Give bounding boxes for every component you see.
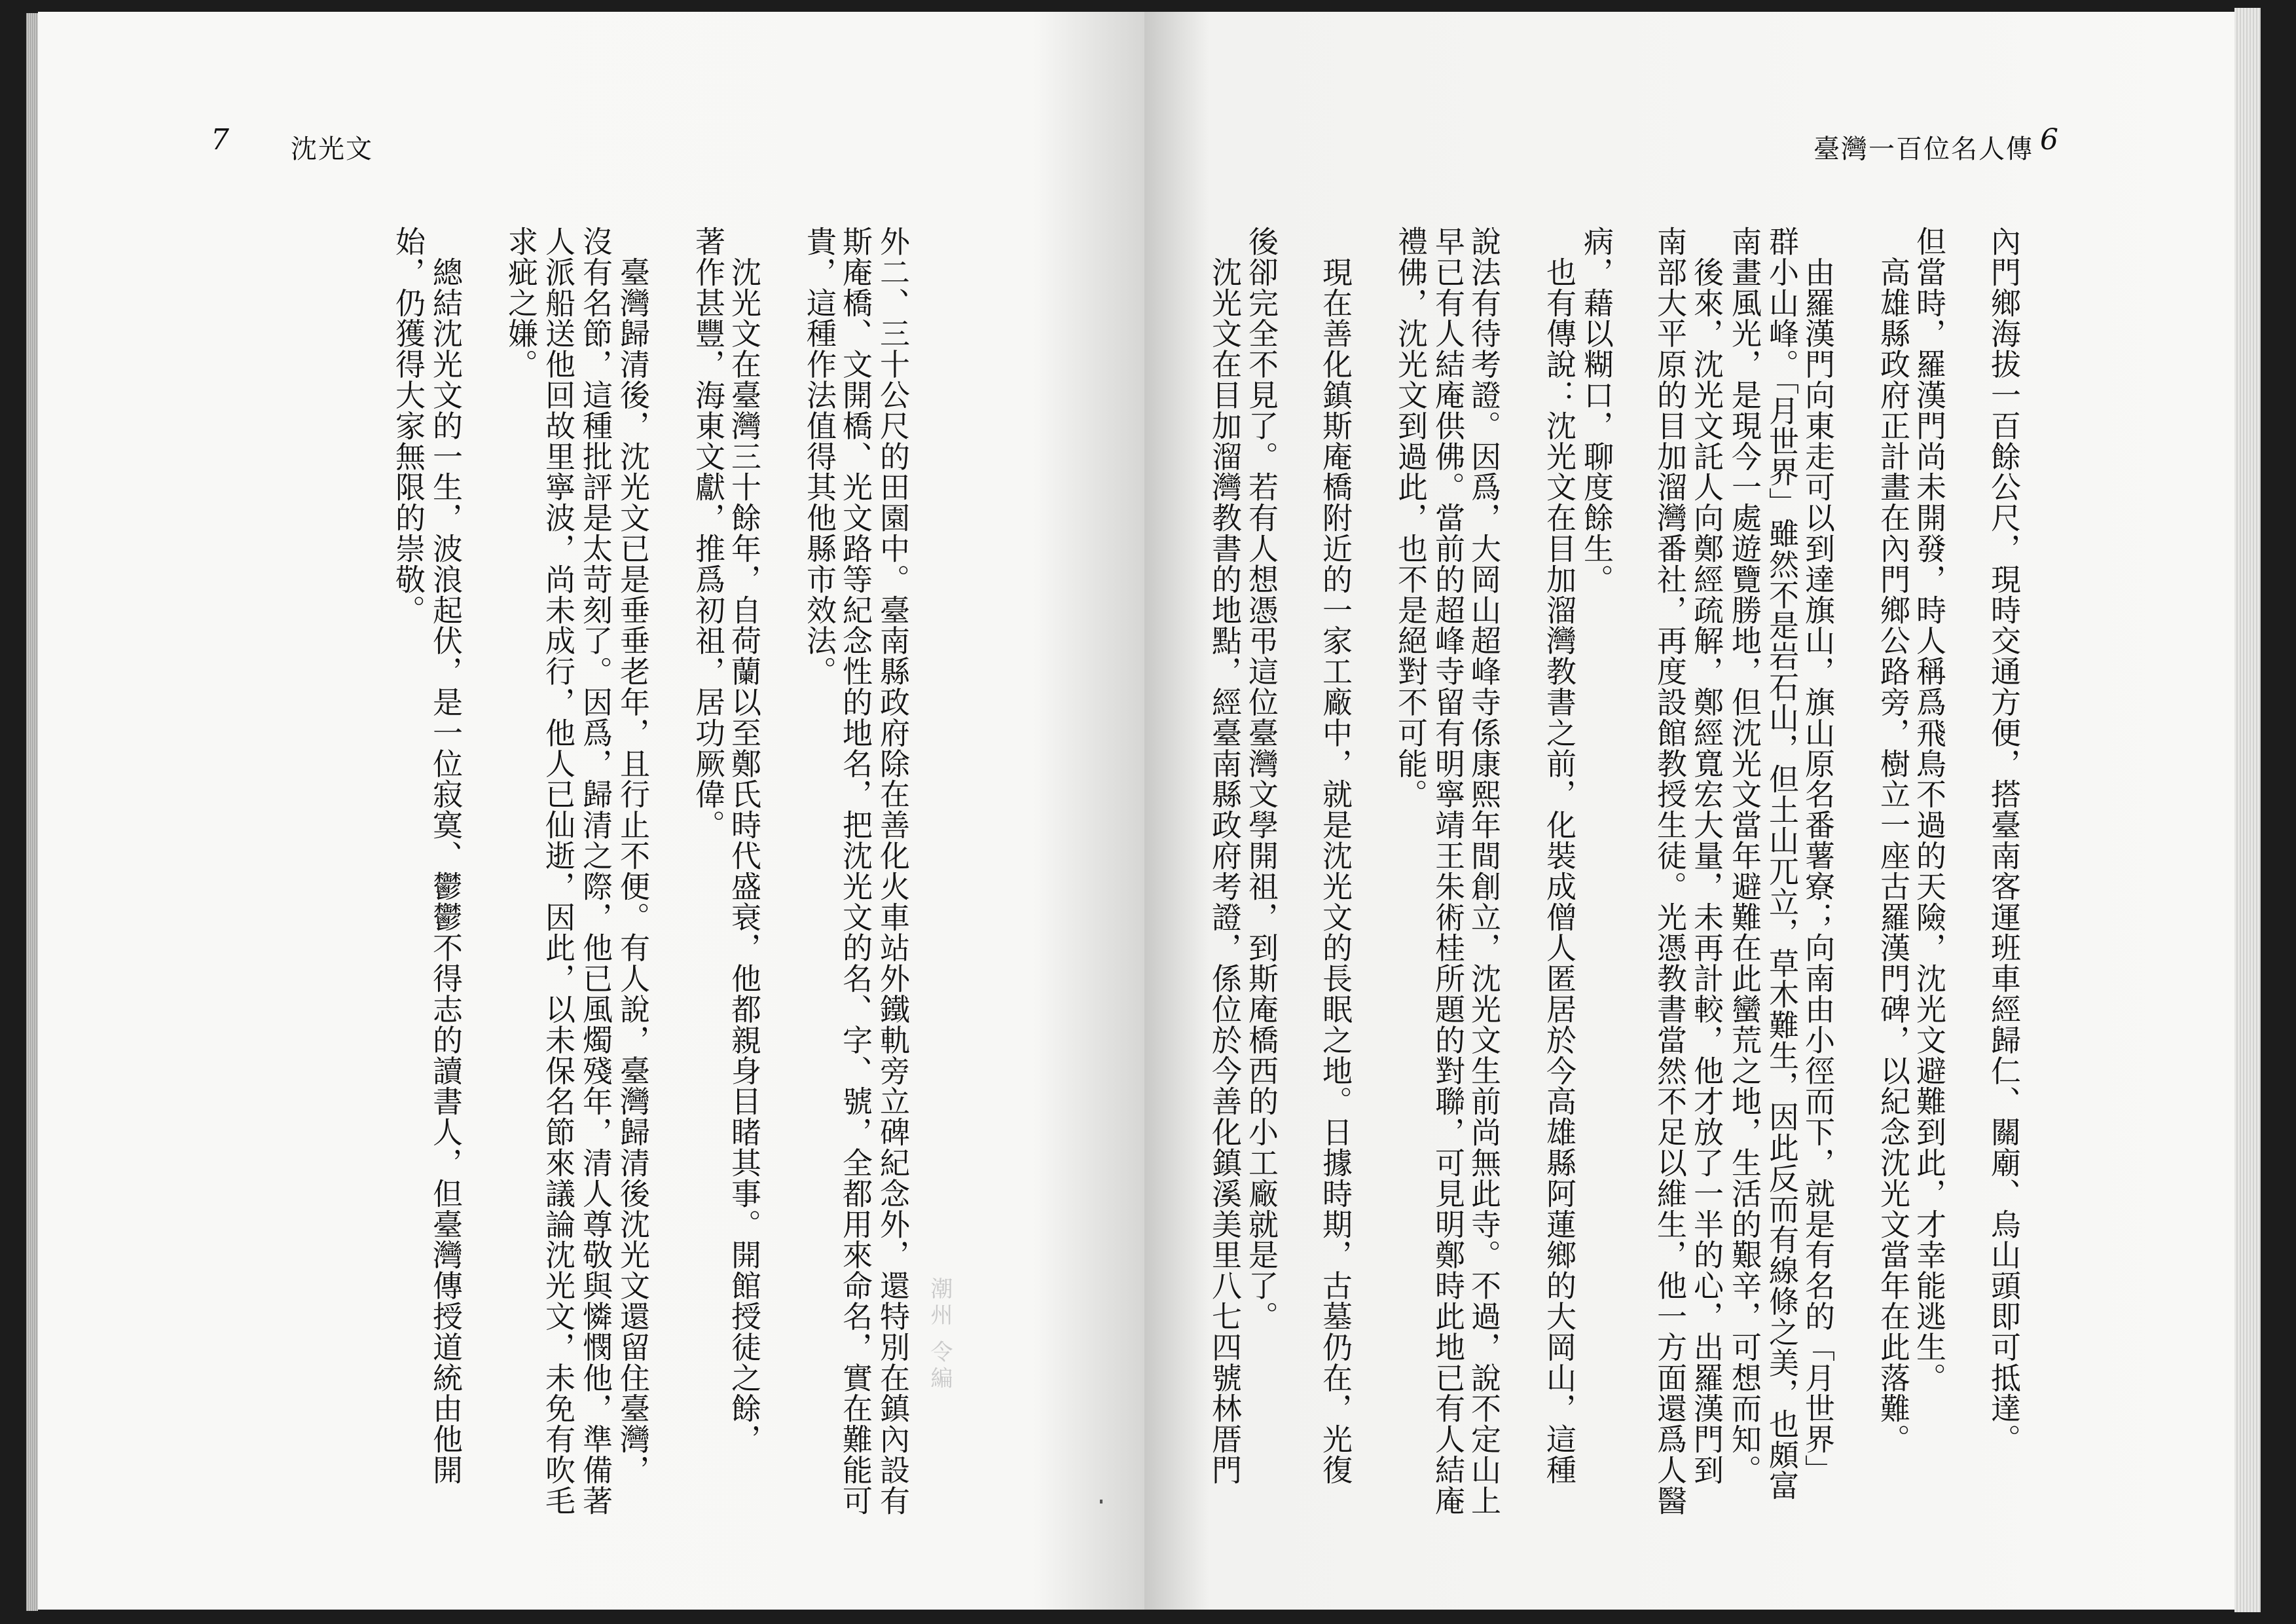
text-column: 沈光文在臺灣三十餘年，自荷蘭以至鄭氏時代盛衰，他都親身目睹其事。開館授徒之餘， — [727, 226, 762, 1454]
text-column: 也有傳說：沈光文在目加溜灣教書之前，化裝成僧人匿居於今高雄縣阿蓮鄉的大岡山，這種 — [1542, 226, 1577, 1485]
text-column: 但當時，羅漢門尚未開發，時人稱爲飛鳥不過的天險，沈光文避難到此，才幸能逃生。 — [1912, 226, 1947, 1393]
text-column: 群小山峰。「月世界」雖然不是岩石山，但土山兀立，草木難生，因此反而有線條之美，也頗富 — [1764, 226, 1800, 1501]
text-column: 臺灣歸清後，沈光文已是垂垂老年，且行止不便。有人說，臺灣歸清後沈光文還留住臺灣， — [615, 226, 651, 1485]
text-column: 後來，沈光文託人向鄭經疏解，鄭經寬宏大量，未再計較，他才放了一半的心，出羅漢門到 — [1689, 226, 1724, 1485]
text-column: 南畫風光，是現今一處遊覽勝地，但沈光文當年避難在此蠻荒之地，生活的艱辛，可想而知。 — [1727, 226, 1762, 1485]
left-page-edge — [26, 13, 38, 1611]
left-page-number: 7 — [211, 123, 229, 157]
right-running-head: 臺灣一百位名人傳 — [1813, 134, 2033, 164]
text-column: 總結沈光文的一生，波浪起伏，是一位寂寞、鬱鬱不得志的讀書人，但臺灣傳授道統由他開 — [428, 226, 464, 1485]
text-column: 禮佛，沈光文到過此，也不是絕對不可能。 — [1393, 226, 1429, 810]
text-column: 人派船送他回故里寧波，尚未成行，他人已仙逝，因此，以未保名節來議論沈光文，未免有吹毛 — [541, 226, 576, 1516]
text-column: 求疵之嫌。 — [503, 226, 539, 380]
text-column: 早已有人結庵供佛。當前的超峰寺留有明寧靖王朱術桂所題的對聯，可見明鄭時此地已有人結庵 — [1430, 226, 1466, 1516]
text-column: 後卻完全不見了。若有人想憑弔這位臺灣文學開祖，到斯庵橋西的小工廠就是了。 — [1244, 226, 1279, 1332]
text-column: 病，藉以糊口，聊度餘生。 — [1579, 226, 1614, 595]
text-column: 現在善化鎮斯庵橋附近的一家工廠中，就是沈光文的長眠之地。日據時期，古墓仍在，光復 — [1318, 226, 1353, 1485]
text-column: 貴，這種作法值得其他縣市效法。 — [802, 226, 837, 687]
text-column: 由羅漢門向東走可以到達旗山，旗山原名番薯寮；向南由小徑而下，就是有名的「月世界」 — [1800, 226, 1836, 1485]
text-column: 南部大平原的目加溜灣番社，再度設館教授生徒。光憑教書當然不足以維生，他一方面還爲人醫 — [1652, 226, 1688, 1516]
text-column: 始，仍獲得大家無限的崇敬。 — [391, 226, 426, 625]
text-column: 著作甚豐，海東文獻，推爲初祖，居功厥偉。 — [691, 226, 726, 840]
text-column: 外二、三十公尺的田園中。臺南縣政府除在善化火車站外鐵軌旁立碑紀念外，還特別在鎮內設有 — [875, 226, 911, 1516]
left-running-head: 沈光文 — [291, 134, 373, 164]
text-column: 沈光文在目加溜灣教書的地點，經臺南縣政府考證，係位於今善化鎮溪美里八七四號林厝門 — [1207, 226, 1243, 1485]
text-column: 高雄縣政府正計畫在內門鄉公路旁，樹立一座古羅漢門碑，以紀念沈光文當年在此落難。 — [1876, 226, 1911, 1454]
text-column: 說法有待考證。因爲，大岡山超峰寺係康熙年間創立，沈光文生前尚無此寺。不過，說不定山上 — [1467, 226, 1502, 1516]
page-speck — [1100, 1500, 1102, 1504]
text-column: 沒有名節，這種批評是太苛刻了。因爲，歸清之際，他已風燭殘年，清人尊敬與憐憫他，準備著 — [578, 226, 613, 1516]
right-page-number: 6 — [2040, 123, 2058, 157]
faint-stamp: 潮州 令編 — [926, 1277, 953, 1393]
text-column: 內門鄉海拔一百餘公尺，現時交通方便，搭臺南客運班車經歸仁、關廟、烏山頭即可抵達。 — [1986, 226, 2022, 1454]
text-column: 斯庵橋、文開橋、光文路等紀念性的地名，把沈光文的名、字、號，全都用來命名，實在難能可 — [838, 226, 873, 1516]
right-page-edge — [2234, 8, 2261, 1612]
